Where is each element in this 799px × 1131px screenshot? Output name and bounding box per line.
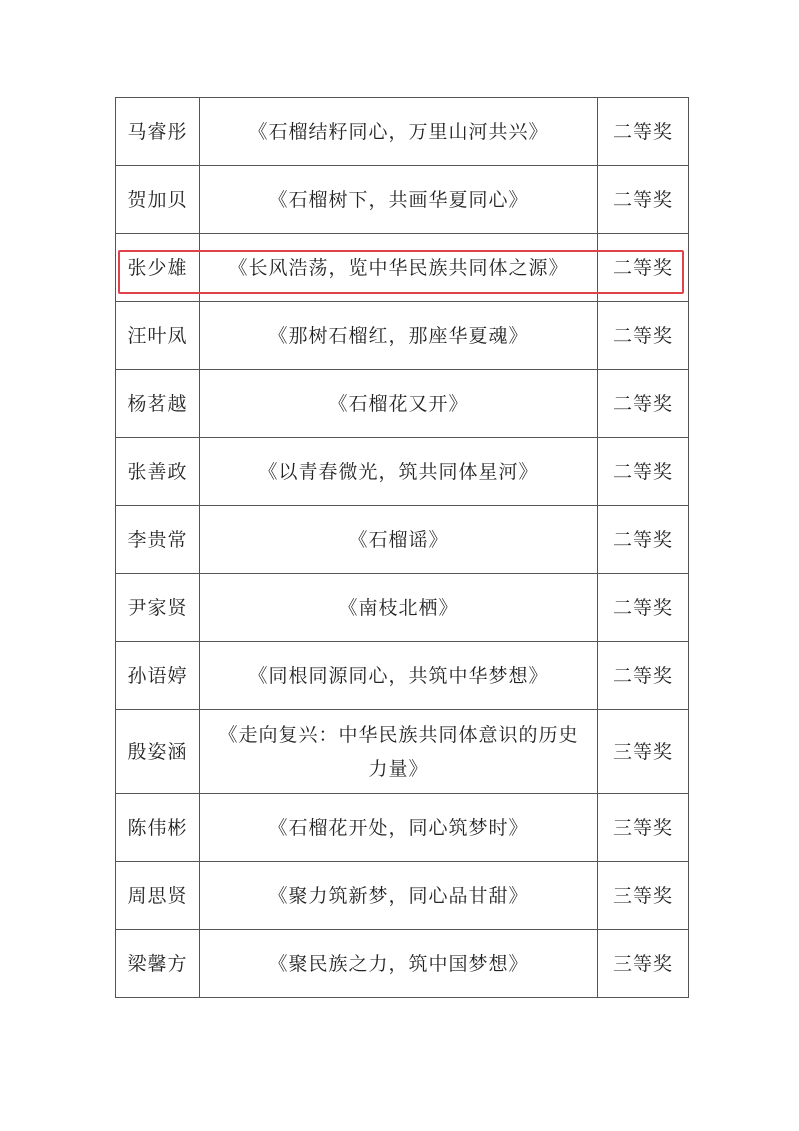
title-cell: 《长风浩荡，览中华民族共同体之源》 xyxy=(200,234,598,302)
table-row xyxy=(116,166,689,234)
name-cell: 马睿彤 xyxy=(116,98,200,166)
award-cell: 二等奖 xyxy=(598,98,689,166)
award-cell: 二等奖 xyxy=(598,438,689,506)
title-cell: 《同根同源同心，共筑中华梦想》 xyxy=(200,642,598,710)
title-cell: 《聚民族之力，筑中国梦想》 xyxy=(200,930,598,998)
table-row xyxy=(116,574,689,642)
name-cell: 孙语婷 xyxy=(116,642,200,710)
title-cell: 《石榴结籽同心，万里山河共兴》 xyxy=(200,98,598,166)
award-cell: 三等奖 xyxy=(598,930,689,998)
title-cell: 《石榴花开处，同心筑梦时》 xyxy=(200,794,598,862)
award-cell: 三等奖 xyxy=(598,794,689,862)
name-cell: 汪叶凤 xyxy=(116,302,200,370)
award-cell: 二等奖 xyxy=(598,574,689,642)
name-cell: 杨茗越 xyxy=(116,370,200,438)
table-row xyxy=(116,302,689,370)
award-cell: 二等奖 xyxy=(598,370,689,438)
award-cell: 二等奖 xyxy=(598,642,689,710)
name-cell: 张善政 xyxy=(116,438,200,506)
table-row xyxy=(116,370,689,438)
name-cell: 陈伟彬 xyxy=(116,794,200,862)
award-cell: 二等奖 xyxy=(598,506,689,574)
table-row xyxy=(116,930,689,998)
awards-table xyxy=(115,97,689,998)
name-cell: 尹家贤 xyxy=(116,574,200,642)
title-cell: 《石榴树下，共画华夏同心》 xyxy=(200,166,598,234)
table-row xyxy=(116,862,689,930)
name-cell: 张少雄 xyxy=(116,234,200,302)
award-cell: 二等奖 xyxy=(598,234,689,302)
name-cell: 贺加贝 xyxy=(116,166,200,234)
award-cell: 三等奖 xyxy=(598,710,689,794)
title-cell: 《石榴谣》 xyxy=(200,506,598,574)
table-row xyxy=(116,642,689,710)
title-cell: 《南枝北栖》 xyxy=(200,574,598,642)
name-cell: 周思贤 xyxy=(116,862,200,930)
table-row xyxy=(116,438,689,506)
table-row xyxy=(116,98,689,166)
table-row xyxy=(116,710,689,794)
title-cell: 《走向复兴：中华民族共同体意识的历史力量》 xyxy=(200,710,598,794)
table-row xyxy=(116,506,689,574)
name-cell: 李贵常 xyxy=(116,506,200,574)
name-cell: 梁馨方 xyxy=(116,930,200,998)
title-cell: 《那树石榴红，那座华夏魂》 xyxy=(200,302,598,370)
award-cell: 三等奖 xyxy=(598,862,689,930)
title-cell: 《以青春微光，筑共同体星河》 xyxy=(200,438,598,506)
title-cell: 《聚力筑新梦，同心品甘甜》 xyxy=(200,862,598,930)
award-cell: 二等奖 xyxy=(598,302,689,370)
name-cell: 殷姿涵 xyxy=(116,710,200,794)
title-cell: 《石榴花又开》 xyxy=(200,370,598,438)
table-row xyxy=(116,794,689,862)
table-row-highlighted xyxy=(116,234,689,302)
award-cell: 二等奖 xyxy=(598,166,689,234)
